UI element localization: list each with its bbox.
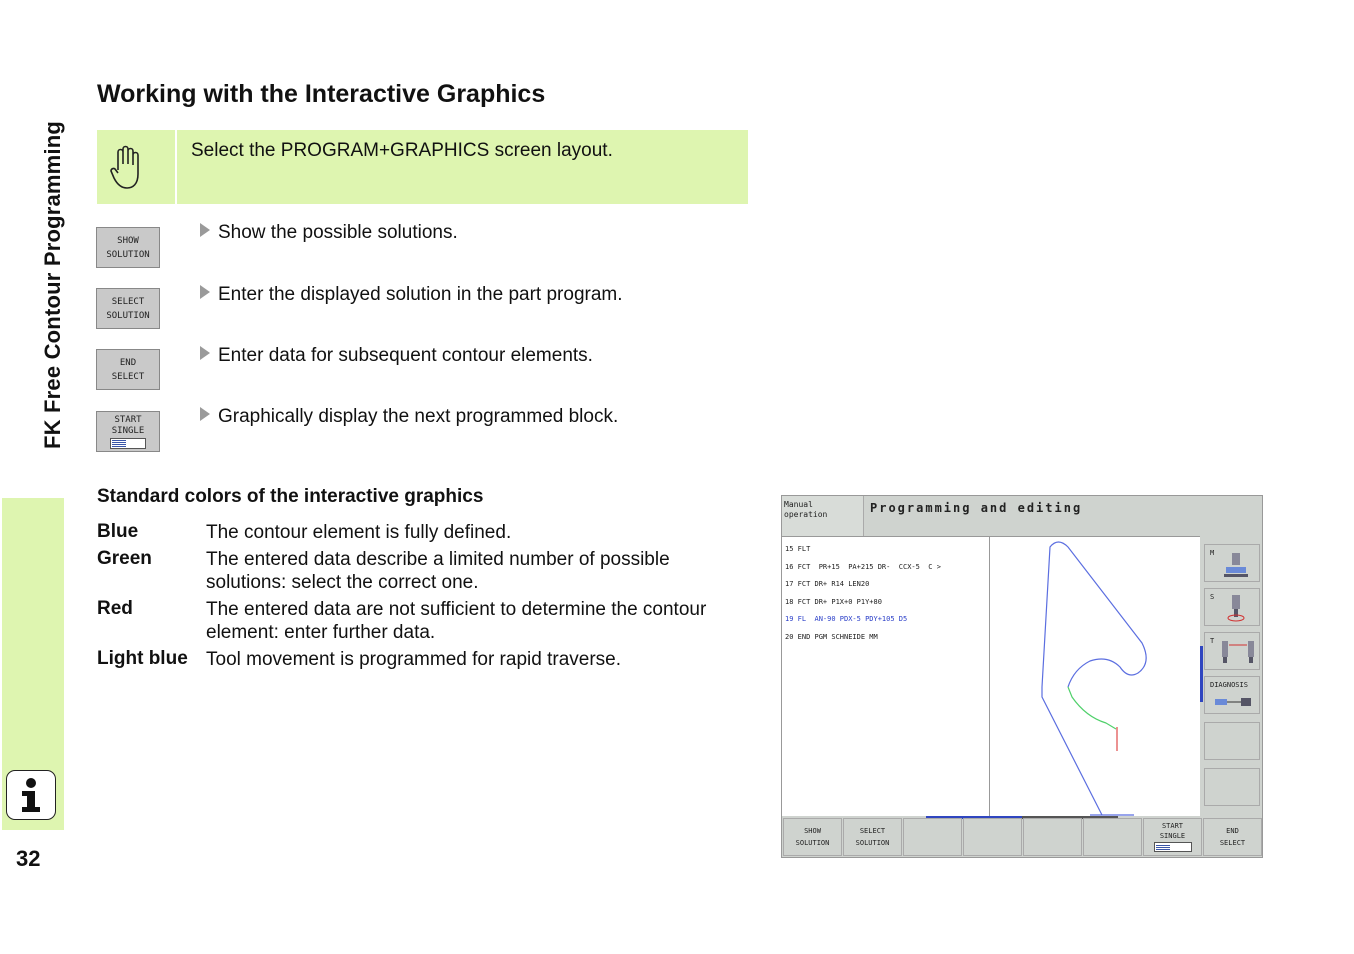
end-select-softkey: END SELECT [96, 349, 160, 390]
arrow-right-icon [200, 223, 210, 237]
divider [175, 130, 177, 204]
program-line: 16 FCT PR+15 PA+215 DR- CCX-5 C > [785, 562, 941, 571]
color-term-green: Green [97, 548, 152, 569]
arrow-right-icon [200, 407, 210, 421]
info-icon [6, 770, 56, 820]
softkey-m[interactable]: M [1204, 544, 1260, 582]
operating-mode: Manual operation [782, 496, 864, 536]
show-solution-softkey: SHOW SOLUTION [96, 227, 160, 268]
vertical-softkeys [1202, 542, 1262, 816]
program-line-active: 19 FL AN-90 PDX-5 PDY+105 D5 [785, 615, 908, 623]
tnc-screenshot [781, 495, 1263, 858]
color-desc-blue: The contour element is fully defined. [206, 522, 512, 543]
softkey-s[interactable]: S [1204, 588, 1260, 626]
arrow-right-icon [200, 346, 210, 360]
program-line: 20 END PGM SCHNEIDE MM [785, 632, 878, 641]
color-term-blue: Blue [97, 521, 139, 542]
softkey-empty[interactable] [1204, 722, 1260, 760]
color-desc-green: The entered data describe a limited number of possible solutions: select the correct one. [206, 549, 670, 593]
start-single-softkey: START SINGLE [96, 411, 160, 452]
softkey-select-solution[interactable]: SELECT SOLUTION [843, 818, 902, 856]
softkey-end-select[interactable]: END SELECT [1203, 818, 1262, 856]
softkey-t[interactable]: T [1204, 632, 1260, 670]
scroll-indicator [1200, 646, 1203, 702]
step-start-single: Graphically display the next programmed block. [200, 406, 618, 428]
softkey-empty[interactable] [1023, 818, 1082, 856]
page-title: Working with the Interactive Graphics [97, 80, 546, 108]
softkey-start-single[interactable]: START SINGLE [1143, 818, 1202, 856]
program-listing [782, 536, 990, 816]
hand-pointer-icon [109, 144, 143, 197]
progress-bar-icon [110, 438, 146, 449]
diagnosis-icon [1213, 695, 1253, 709]
softkey-diagnosis[interactable]: DIAGNOSIS [1204, 676, 1260, 714]
select-solution-softkey: SELECT SOLUTION [96, 288, 160, 329]
tool-speed-icon [1223, 593, 1249, 623]
softkey-empty[interactable] [903, 818, 962, 856]
colors-heading: Standard colors of the interactive graphics [97, 486, 484, 507]
page-number: 32 [16, 846, 41, 871]
horizontal-softkeys [782, 816, 1262, 857]
instruction-box [97, 130, 748, 204]
step-end-select: Enter data for subsequent contour elements. [200, 345, 593, 367]
color-desc-light-blue: Tool movement is programmed for rapid traverse. [206, 649, 621, 670]
color-term-red: Red [97, 598, 133, 619]
arrow-right-icon [200, 285, 210, 299]
instruction-text: Select the PROGRAM+GRAPHICS screen layout. [191, 140, 613, 161]
color-term-light-blue: Light blue [97, 648, 188, 669]
softkey-empty[interactable] [1204, 768, 1260, 806]
step-select-solution: Enter the displayed solution in the part program. [200, 284, 623, 306]
program-line: 15 FLT [785, 545, 811, 553]
step-show-solution: Show the possible solutions. [200, 222, 458, 244]
softkey-empty[interactable] [1083, 818, 1142, 856]
tool-change-icon [1219, 637, 1257, 667]
contour-graphic [990, 536, 1200, 816]
chapter-title: FK Free Contour Programming [40, 120, 65, 450]
color-desc-red: The entered data are not sufficient to determine the contour element: enter further data. [206, 599, 707, 643]
softkey-empty[interactable] [963, 818, 1022, 856]
softkey-show-solution[interactable]: SHOW SOLUTION [783, 818, 842, 856]
program-line: 17 FCT DR+ R14 LEN20 [785, 580, 870, 588]
screen-title: Programming and editing [866, 496, 1262, 536]
progress-bar-icon [1154, 842, 1192, 852]
program-line: 18 FCT DR+ P1X+0 P1Y+80 [785, 597, 882, 606]
spindle-icon [1223, 551, 1249, 579]
